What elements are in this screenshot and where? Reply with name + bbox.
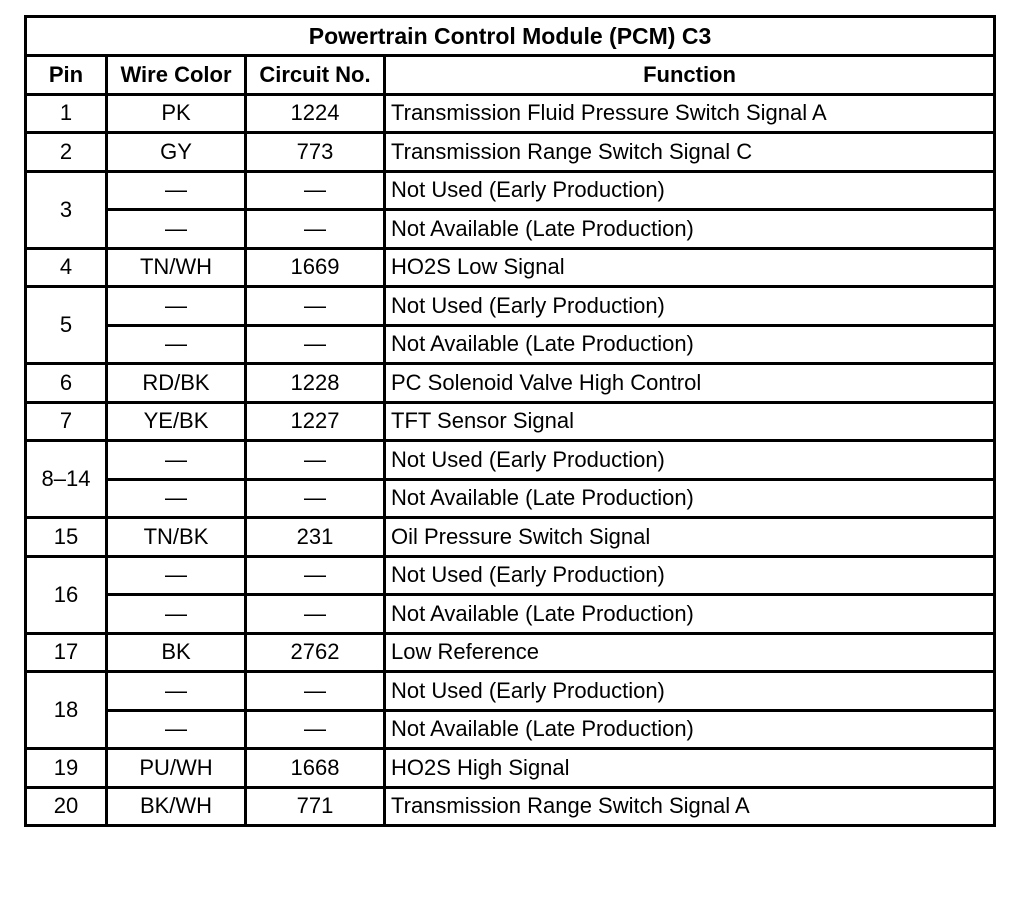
wire-color-cell: PK	[107, 94, 246, 133]
function-cell: Not Available (Late Production)	[385, 325, 995, 364]
pin-cell: 1	[26, 94, 107, 133]
table-row	[26, 518, 995, 557]
table-row	[26, 672, 995, 711]
circuit-no-cell: 1224	[246, 94, 385, 133]
pin-cell: 19	[26, 749, 107, 788]
wire-color-cell: —	[107, 479, 246, 518]
wire-color-cell: —	[107, 210, 246, 249]
circuit-no-cell: —	[246, 210, 385, 249]
header-function: Function	[385, 56, 995, 95]
wire-color-cell: —	[107, 287, 246, 326]
circuit-no-cell: —	[246, 325, 385, 364]
function-cell: HO2S High Signal	[385, 749, 995, 788]
table-body	[26, 94, 995, 826]
table-row	[26, 248, 995, 287]
circuit-no-cell: 771	[246, 787, 385, 826]
wire-color-cell: —	[107, 710, 246, 749]
pin-cell: 7	[26, 402, 107, 441]
table-title-row	[26, 17, 995, 56]
pin-cell: 2	[26, 133, 107, 172]
circuit-no-cell: 1669	[246, 248, 385, 287]
table-row	[26, 210, 995, 249]
pin-cell: 5	[26, 287, 107, 364]
wire-color-cell: RD/BK	[107, 364, 246, 403]
circuit-no-cell: —	[246, 710, 385, 749]
table-row	[26, 364, 995, 403]
function-cell: Not Used (Early Production)	[385, 171, 995, 210]
circuit-no-cell: 1668	[246, 749, 385, 788]
table-row	[26, 94, 995, 133]
table-row	[26, 556, 995, 595]
circuit-no-cell: —	[246, 171, 385, 210]
table-row	[26, 402, 995, 441]
pin-cell: 18	[26, 672, 107, 749]
table-row	[26, 595, 995, 634]
wire-color-cell: —	[107, 672, 246, 711]
function-cell: Transmission Range Switch Signal C	[385, 133, 995, 172]
function-cell: HO2S Low Signal	[385, 248, 995, 287]
pin-cell: 4	[26, 248, 107, 287]
wire-color-cell: —	[107, 441, 246, 480]
wire-color-cell: TN/BK	[107, 518, 246, 557]
wire-color-cell: YE/BK	[107, 402, 246, 441]
function-cell: Not Available (Late Production)	[385, 595, 995, 634]
pcm-connector-table	[24, 15, 996, 827]
wire-color-cell: PU/WH	[107, 749, 246, 788]
pin-cell: 17	[26, 633, 107, 672]
circuit-no-cell: —	[246, 595, 385, 634]
pin-cell: 3	[26, 171, 107, 248]
function-cell: Not Used (Early Production)	[385, 556, 995, 595]
pin-cell: 16	[26, 556, 107, 633]
circuit-no-cell: 231	[246, 518, 385, 557]
function-cell: Transmission Range Switch Signal A	[385, 787, 995, 826]
table-row	[26, 441, 995, 480]
function-cell: Not Available (Late Production)	[385, 710, 995, 749]
header-wire-color: Wire Color	[107, 56, 246, 95]
wire-color-cell: BK/WH	[107, 787, 246, 826]
function-cell: Low Reference	[385, 633, 995, 672]
circuit-no-cell: 773	[246, 133, 385, 172]
circuit-no-cell: —	[246, 556, 385, 595]
function-cell: Oil Pressure Switch Signal	[385, 518, 995, 557]
circuit-no-cell: 1227	[246, 402, 385, 441]
wire-color-cell: —	[107, 595, 246, 634]
table-header-row	[26, 56, 995, 95]
wire-color-cell: TN/WH	[107, 248, 246, 287]
table-row	[26, 633, 995, 672]
function-cell: Transmission Fluid Pressure Switch Signal A	[385, 94, 995, 133]
table-row	[26, 710, 995, 749]
table-row	[26, 749, 995, 788]
function-cell: Not Used (Early Production)	[385, 672, 995, 711]
function-cell: Not Available (Late Production)	[385, 210, 995, 249]
table-row	[26, 171, 995, 210]
table-title: Powertrain Control Module (PCM) C3	[26, 17, 995, 56]
wire-color-cell: —	[107, 171, 246, 210]
wire-color-cell: —	[107, 325, 246, 364]
table-row	[26, 787, 995, 826]
function-cell: PC Solenoid Valve High Control	[385, 364, 995, 403]
header-pin: Pin	[26, 56, 107, 95]
function-cell: Not Used (Early Production)	[385, 441, 995, 480]
table-row	[26, 479, 995, 518]
function-cell: Not Used (Early Production)	[385, 287, 995, 326]
pin-cell: 6	[26, 364, 107, 403]
circuit-no-cell: —	[246, 479, 385, 518]
table-row	[26, 133, 995, 172]
wire-color-cell: —	[107, 556, 246, 595]
pcm-connector-table-wrapper	[24, 15, 993, 827]
table-row	[26, 325, 995, 364]
circuit-no-cell: —	[246, 287, 385, 326]
wire-color-cell: GY	[107, 133, 246, 172]
circuit-no-cell: 2762	[246, 633, 385, 672]
table-row	[26, 287, 995, 326]
pin-cell: 20	[26, 787, 107, 826]
pin-cell: 15	[26, 518, 107, 557]
header-circuit-no: Circuit No.	[246, 56, 385, 95]
circuit-no-cell: —	[246, 672, 385, 711]
wire-color-cell: BK	[107, 633, 246, 672]
pin-cell: 8–14	[26, 441, 107, 518]
circuit-no-cell: 1228	[246, 364, 385, 403]
function-cell: Not Available (Late Production)	[385, 479, 995, 518]
function-cell: TFT Sensor Signal	[385, 402, 995, 441]
circuit-no-cell: —	[246, 441, 385, 480]
